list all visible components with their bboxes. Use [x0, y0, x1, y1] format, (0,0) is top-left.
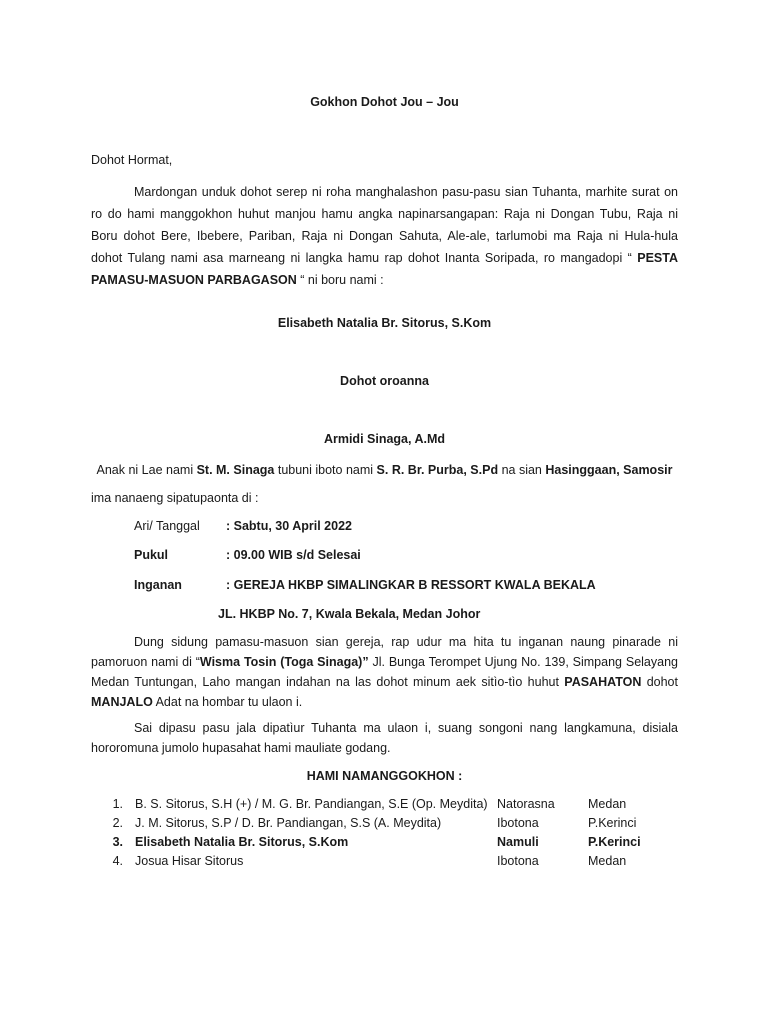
host-row [91, 795, 678, 813]
schedule-address: JL. HKBP No. 7, Kwala Bekala, Medan Johor [218, 607, 481, 621]
intro-line: Mardongan unduk dohot serep ni roha manghalashon pasu-pasu sian Tuhanta, marhite surat on [134, 185, 678, 199]
host-city: Medan [588, 797, 627, 811]
host-relation: Namuli [497, 835, 539, 849]
intro-line-4 [91, 247, 678, 269]
venue-name: Wisma Tosin (Toga Sinaga)” [199, 655, 369, 669]
parents-text: Anak ni Lae nami [96, 463, 197, 477]
host-city: Medan [588, 854, 627, 868]
intro-line: Boru dohot Bere, Ibebere, Pariban, Raja ni Dongan Sahuta, Ale-ale, tarlumobi ma Raja ni Hula-hula [91, 229, 678, 243]
reception-line-3 [91, 672, 678, 692]
host-name: Elisabeth Natalia Br. Sitorus, S.Kom [135, 835, 349, 849]
father-name: St. M. Sinaga [196, 463, 275, 477]
schedule-place-row [91, 576, 678, 594]
reception-emphasis: PASAHATON [564, 675, 642, 689]
host-number: 4. [112, 854, 123, 868]
host-row [91, 852, 678, 870]
host-number: 1. [112, 797, 123, 811]
document-title: Gokhon Dohot Jou – Jou [310, 95, 459, 109]
reception-emphasis: MANJALO [91, 695, 153, 709]
host-name: Josua Hisar Sitorus [135, 854, 244, 868]
schedule-day-row [91, 517, 678, 535]
connector-text: Dohot oroanna [340, 374, 429, 388]
intro-paragraph [91, 181, 678, 291]
reception-line-4 [91, 692, 678, 712]
greeting: Dohot Hormat, [91, 153, 173, 167]
mother-name: S. R. Br. Purba, S.Pd [376, 463, 499, 477]
hosts-heading: HAMI NAMANGGOKHON : [306, 769, 463, 783]
host-row [91, 833, 678, 851]
schedule-time-row [91, 546, 678, 564]
host-number: 2. [112, 816, 123, 830]
schedule-intro: ima nanaeng sipatupaonta di : [91, 491, 259, 505]
reception-text: Adat na hombar tu ulaon i. [152, 695, 303, 709]
parents-line [81, 461, 688, 479]
parents-text: tubuni iboto nami [274, 463, 377, 477]
host-name: B. S. Sitorus, S.H (+) / M. G. Br. Pandiangan, S.E (Op. Meydita) [135, 797, 488, 811]
reception-text: dohot [641, 675, 678, 689]
intro-line: ro do hami manggokhon huhut manjou hamu angka napinarsangapan: Raja ni Dongan Tubu, Raja ni [91, 207, 678, 221]
schedule-label: Inganan [134, 578, 182, 592]
host-relation: Ibotona [497, 816, 539, 830]
host-city: P.Kerinci [588, 835, 641, 849]
reception-paragraph [91, 632, 678, 712]
invitation-page [91, 0, 678, 1024]
intro-text: “ ni boru nami : [296, 273, 384, 287]
host-city: P.Kerinci [588, 816, 637, 830]
schedule-label: Pukul [134, 548, 169, 562]
origin-place: Hasinggaan, Samosir [545, 463, 673, 477]
closing-paragraph [91, 718, 678, 758]
host-name: J. M. Sitorus, S.P / D. Br. Pandiangan, S.S (A. Meydita) [135, 816, 442, 830]
closing-line: Sai dipasu pasu jala dipatìur Tuhanta ma ulaon i, suang songoni nang langkamuna, disiala [134, 721, 678, 735]
reception-text: pamoruon nami di “ [91, 655, 200, 669]
groom-name: Armidi Sinaga, A.Md [323, 432, 446, 446]
schedule-label: Ari/ Tanggal [134, 519, 200, 533]
intro-line-5 [91, 269, 678, 291]
reception-text: Medan Tuntungan, Laho mangan indahan na las dohot minum aek sitìo-tìo huhut [91, 675, 565, 689]
host-relation: Ibotona [497, 854, 539, 868]
schedule-value: : GEREJA HKBP SIMALINGKAR B RESSORT KWALA BEKALA [226, 578, 596, 592]
host-number: 3. [112, 835, 123, 849]
closing-line: hororomuna jumolo hupasahat hami mauliate godang. [91, 741, 391, 755]
reception-line: Dung sidung pamasu-masuon sian gereja, rap udur ma hita tu inganan naung pinarade ni [134, 635, 678, 649]
schedule-value: : 09.00 WIB s/d Selesai [226, 548, 361, 562]
schedule-address-row [91, 605, 678, 623]
event-name-part: PAMASU-MASUON PARBAGASON [91, 273, 297, 287]
reception-line-2 [91, 652, 678, 672]
intro-text: dohot Tulang nami asa marneang ni langka hamu rap dohot Inanta Soripada, ro mangadopi “ [91, 251, 632, 265]
event-name-part: PESTA [637, 251, 678, 265]
schedule-value: : Sabtu, 30 April 2022 [226, 519, 352, 533]
parents-text: na sian [498, 463, 546, 477]
host-row [91, 814, 678, 832]
reception-text: Jl. Bunga Terompet Ujung No. 139, Simpang Selayang [368, 655, 678, 669]
bride-name: Elisabeth Natalia Br. Sitorus, S.Kom [277, 316, 492, 330]
host-relation: Natorasna [497, 797, 555, 811]
